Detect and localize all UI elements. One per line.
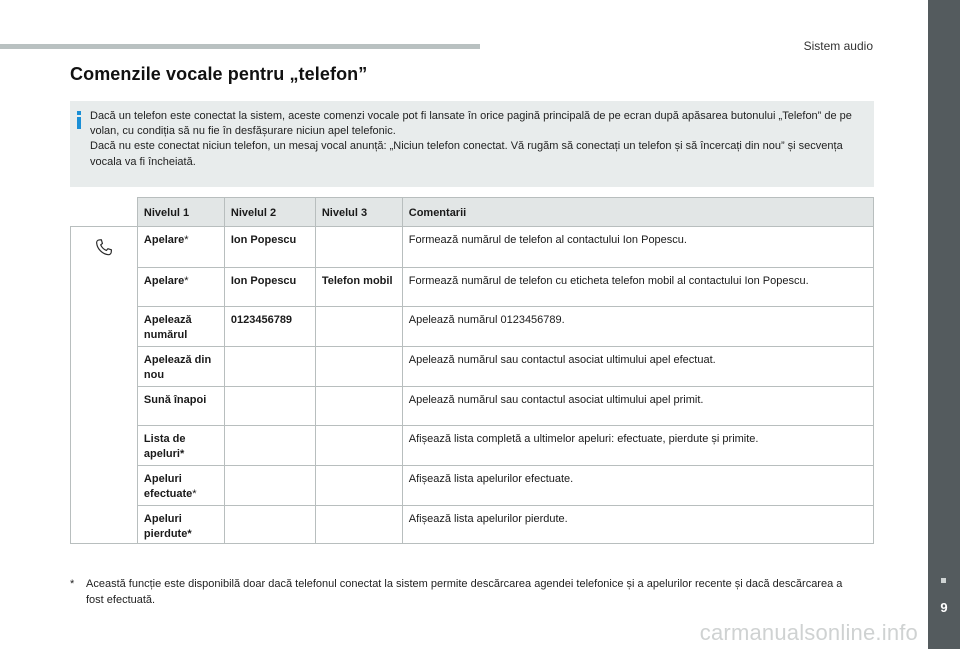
cell-level3 (315, 506, 402, 544)
info-box (70, 101, 874, 187)
side-band (928, 0, 960, 649)
cell-level2 (224, 506, 315, 544)
footnote (70, 576, 860, 608)
cell-level3 (315, 466, 402, 506)
table-row (71, 506, 874, 544)
cell-level3 (315, 387, 402, 426)
page-number: 9 (940, 600, 948, 615)
cell-level1: Lista de apeluri* (137, 426, 224, 466)
info-icon (77, 111, 81, 129)
cell-comment: Formează numărul de telefon al contactului Ion Popescu. (402, 227, 873, 268)
cell-level3 (315, 227, 402, 268)
table-header-level3: Nivelul 3 (315, 198, 402, 227)
table-row (71, 307, 874, 347)
cell-comment: Apelează numărul sau contactul asociat ultimului apel primit. (402, 387, 873, 426)
cell-comment: Afișează lista completă a ultimelor apeluri: efectuate, pierdute și primite. (402, 426, 873, 466)
cell-level2 (224, 426, 315, 466)
cell-comment: Apelează numărul 0123456789. (402, 307, 873, 347)
cell-level1: Apelare* (137, 268, 224, 307)
watermark: carmanualsonline.info (699, 620, 918, 645)
cell-level3 (315, 307, 402, 347)
phone-handset-icon (93, 237, 115, 259)
voice-commands-table (70, 197, 874, 544)
cell-level2 (224, 466, 315, 506)
table-row (71, 466, 874, 506)
table-header-row (71, 198, 874, 227)
table-row (71, 387, 874, 426)
page-title: Comenzile vocale pentru „telefon” (70, 64, 368, 84)
cell-level1: Sună înapoi (137, 387, 224, 426)
cell-comment: Apelează numărul sau contactul asociat ultimului apel efectuat. (402, 347, 873, 387)
cell-level2: Ion Popescu (224, 268, 315, 307)
table-row (71, 268, 874, 307)
table-header-comments: Comentarii (402, 198, 873, 227)
info-paragraph-1: Dacă un telefon este conectat la sistem, aceste comenzi vocale pot fi lansate în orice pagină principală de pe ecran după apăsarea butonului „Telefon” de pe volan, cu condiția să nu fie în desfășurare niciun apel telefonic. (90, 110, 852, 138)
cell-level3: Telefon mobil (315, 268, 402, 307)
cell-level1: Apelare* (137, 227, 224, 268)
table-header-blank (71, 198, 138, 227)
info-paragraph-2: Dacă nu este conectat niciun telefon, un mesaj vocal anunță: „Niciun telefon conectat. Vă rugăm să conectați un telefon și să încercați din nou” și secvența vocala va fi încheiată. (90, 140, 843, 168)
footnote-text: Această funcție este disponibilă doar dacă telefonul conectat la sistem permite descărcarea agendei telefonice și a apelurilor recente și dacă descărcarea a fost efectuată. (86, 578, 843, 606)
phone-icon-cell (71, 227, 138, 544)
cell-level2: 0123456789 (224, 307, 315, 347)
cell-level2: Ion Popescu (224, 227, 315, 268)
cell-level1: Apeluri pierdute* (137, 506, 224, 544)
cell-level1: Apelează din nou (137, 347, 224, 387)
cell-level1: Apeluri efectuate* (137, 466, 224, 506)
cell-level3 (315, 426, 402, 466)
table-row (71, 347, 874, 387)
table-header-level2: Nivelul 2 (224, 198, 315, 227)
section-label: Sistem audio (803, 39, 873, 53)
cell-comment: Formează numărul de telefon cu eticheta telefon mobil al contactului Ion Popescu. (402, 268, 873, 307)
cell-comment: Afișează lista apelurilor pierdute. (402, 506, 873, 544)
cell-level3 (315, 347, 402, 387)
bullet-icon (941, 578, 946, 583)
table-row (71, 227, 874, 268)
cell-comment: Afișează lista apelurilor efectuate. (402, 466, 873, 506)
table-header-level1: Nivelul 1 (137, 198, 224, 227)
footnote-marker: * (70, 578, 75, 590)
table-row (71, 426, 874, 466)
header-rule (0, 44, 480, 49)
cell-level2 (224, 387, 315, 426)
cell-level2 (224, 347, 315, 387)
cell-level1: Apelează numărul (137, 307, 224, 347)
